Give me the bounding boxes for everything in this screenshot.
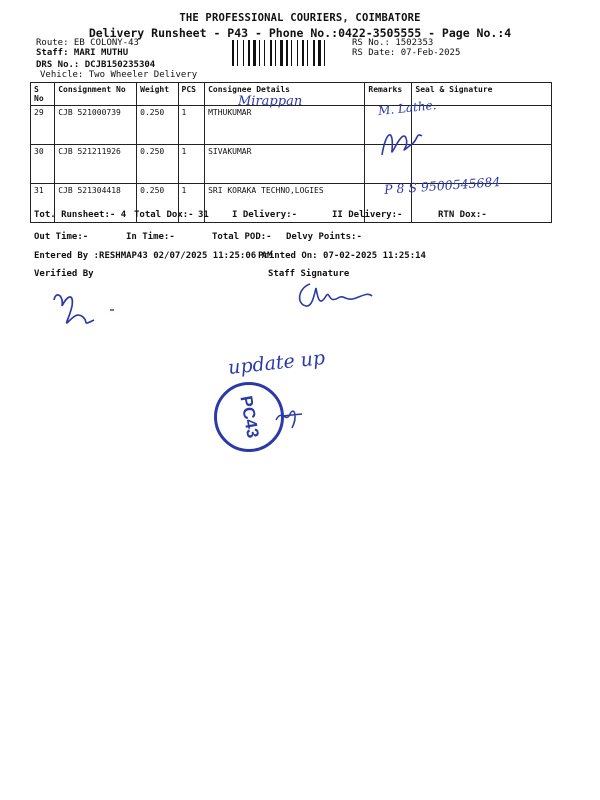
table-row bbox=[31, 106, 552, 145]
staff-signature-label: Staff Signature bbox=[268, 269, 350, 279]
staff-label: Staff: MARI MUTHU bbox=[36, 48, 129, 58]
total-pod-label: Total POD:- bbox=[212, 232, 272, 242]
barcode-bar bbox=[275, 40, 276, 66]
ii-delivery-label: II Delivery:- bbox=[332, 210, 403, 220]
runsheet-subtitle: Delivery Runsheet - P43 - Phone No.:0422-3505555 - Page No.:4 bbox=[88, 26, 512, 40]
col-sno-header: S No bbox=[31, 83, 55, 106]
handwritten-sign-row1: M. Lathe. bbox=[377, 97, 438, 119]
barcode-bar bbox=[259, 40, 260, 66]
stamp-text: PC43 bbox=[236, 394, 263, 440]
handwritten-name-row1: Mirappan bbox=[238, 94, 303, 109]
row-pcs: 1 bbox=[178, 145, 205, 184]
row-sno: 29 bbox=[31, 106, 55, 145]
total-dox-value: 31 bbox=[198, 210, 209, 220]
signature-scribble-row2 bbox=[372, 120, 442, 170]
delvy-points-label: Delvy Points:- bbox=[286, 232, 362, 242]
vehicle-label: Vehicle: Two Wheeler Delivery bbox=[40, 70, 198, 80]
rs-date: RS Date: 07-Feb-2025 bbox=[352, 48, 461, 58]
barcode-bar bbox=[237, 40, 238, 66]
barcode-bar bbox=[324, 40, 325, 66]
staff-signature-scribble bbox=[292, 276, 382, 316]
row-weight: 0.250 bbox=[137, 184, 178, 223]
entered-by: Entered By :RESHMAP43 02/07/2025 11:25:06 AM bbox=[34, 251, 273, 261]
barcode-bar bbox=[313, 40, 315, 66]
row-weight: 0.250 bbox=[137, 145, 178, 184]
drs-number: DRS No.: DCJB150235304 bbox=[36, 60, 156, 70]
barcode-bar bbox=[264, 40, 265, 66]
barcode-bar bbox=[253, 40, 256, 66]
row-consignment: CJB 521000739 bbox=[55, 106, 137, 145]
barcode-bar bbox=[302, 40, 304, 66]
row-consignee: SIVAKUMAR bbox=[205, 145, 365, 184]
row-consignee: SRI KORAKA TECHNO,LOGIES bbox=[205, 184, 365, 223]
tot-runsheet: Tot. Runsheet:- 4 bbox=[34, 210, 127, 220]
route-label: Route: EB COLONY-43 bbox=[36, 38, 139, 48]
i-delivery-label: I Delivery:- bbox=[232, 210, 298, 220]
barcode-image bbox=[232, 40, 342, 66]
col-pcs-header: PCS bbox=[178, 83, 205, 106]
row-sno: 30 bbox=[31, 145, 55, 184]
barcode-bar bbox=[318, 40, 321, 66]
barcode-bar bbox=[270, 40, 272, 66]
in-time-label: In Time:- bbox=[126, 232, 175, 242]
barcode-bar bbox=[248, 40, 250, 66]
verified-by-signature bbox=[44, 286, 124, 332]
barcode-bar bbox=[291, 40, 292, 66]
verified-by-label: Verified By bbox=[34, 269, 94, 279]
col-consignee-header: Consignee Details bbox=[205, 83, 365, 106]
printed-on: Printed On: 07-02-2025 11:25:14 bbox=[258, 251, 426, 261]
handwritten-sign-row3: P 8 S 9500545684 bbox=[383, 173, 501, 198]
barcode-bar bbox=[280, 40, 283, 66]
col-remarks-header: Remarks bbox=[365, 83, 412, 106]
row-consignment: CJB 521304418 bbox=[55, 184, 137, 223]
total-dox-label: Total Dox:- bbox=[134, 210, 194, 220]
row-consignment: CJB 521211926 bbox=[55, 145, 137, 184]
out-time-label: Out Time:- bbox=[34, 232, 89, 242]
barcode-bar bbox=[232, 40, 234, 66]
row-consignee: MTHUKUMAR bbox=[205, 106, 365, 145]
row-pcs: 1 bbox=[178, 184, 205, 223]
col-weight-header: Weight bbox=[137, 83, 178, 106]
barcode-bar bbox=[286, 40, 288, 66]
handwritten-update-note: update up bbox=[227, 346, 327, 380]
col-signature-header: Seal & Signature bbox=[412, 83, 552, 106]
barcode-bar bbox=[307, 40, 308, 66]
col-consignment-header: Consignment No bbox=[55, 83, 137, 106]
rs-number: RS No.: 1502353 bbox=[352, 38, 434, 48]
row-pcs: 1 bbox=[178, 106, 205, 145]
row-weight: 0.250 bbox=[137, 106, 178, 145]
barcode-bar bbox=[297, 40, 298, 66]
barcode-bar bbox=[243, 40, 244, 66]
rtn-dox-label: RTN Dox:- bbox=[438, 210, 487, 220]
row-sno: 31 bbox=[31, 184, 55, 223]
stamp-initials bbox=[272, 402, 306, 432]
company-title: THE PROFESSIONAL COURIERS, COIMBATORE bbox=[179, 12, 421, 24]
